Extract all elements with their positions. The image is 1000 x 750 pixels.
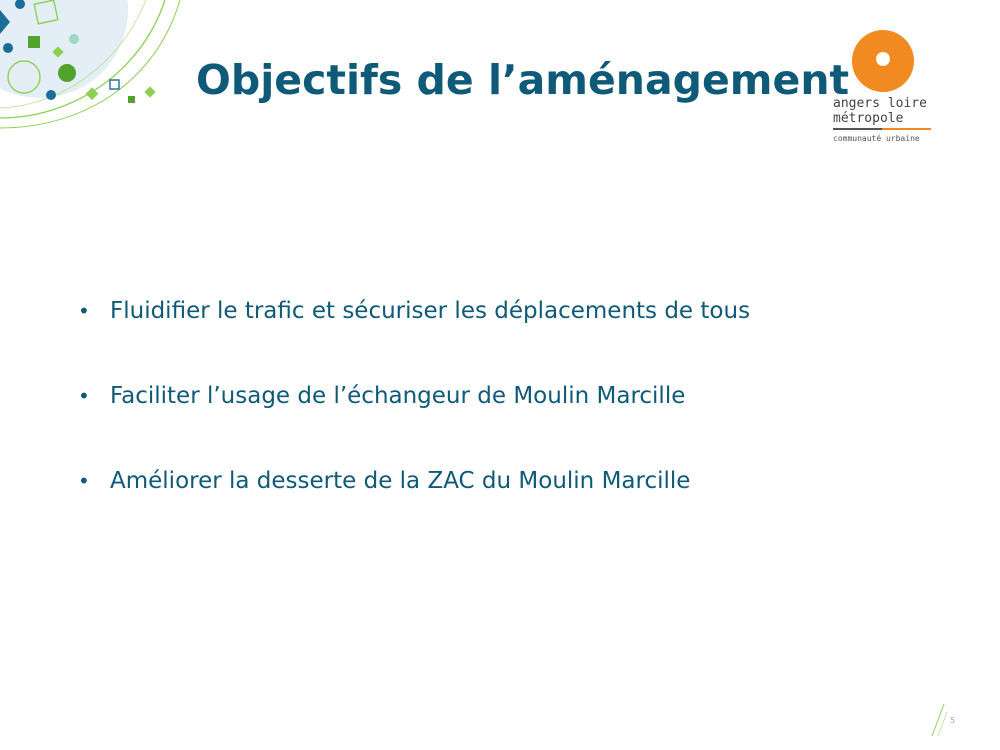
bullet-marker: • <box>78 299 90 323</box>
bullet-text: Améliorer la desserte de la ZAC du Moulin Marcille <box>110 468 691 494</box>
organization-logo <box>828 26 938 150</box>
bullet-list <box>78 292 750 547</box>
bullet-marker: • <box>78 469 90 493</box>
logo-line-3: communauté urbaine <box>833 134 920 143</box>
logo-line-1: angers loire <box>833 96 927 111</box>
logo-divider <box>833 128 931 130</box>
bullet-item <box>78 377 750 415</box>
bullet-text: Fluidifier le trafic et sécuriser les déplacements de tous <box>110 298 751 324</box>
bullet-marker: • <box>78 384 90 408</box>
page-slash-icon <box>928 702 948 738</box>
bullet-item <box>78 292 750 330</box>
slide-title: Objectifs de l’aménagement <box>196 56 850 104</box>
corner-decoration-icon <box>0 0 200 140</box>
bullet-text: Faciliter l’usage de l’échangeur de Moulin Marcille <box>110 383 686 409</box>
page-number: 5 <box>950 716 956 725</box>
bullet-item <box>78 462 750 500</box>
orange-ring-logo-icon <box>851 29 915 93</box>
logo-line-2: métropole <box>833 111 904 126</box>
